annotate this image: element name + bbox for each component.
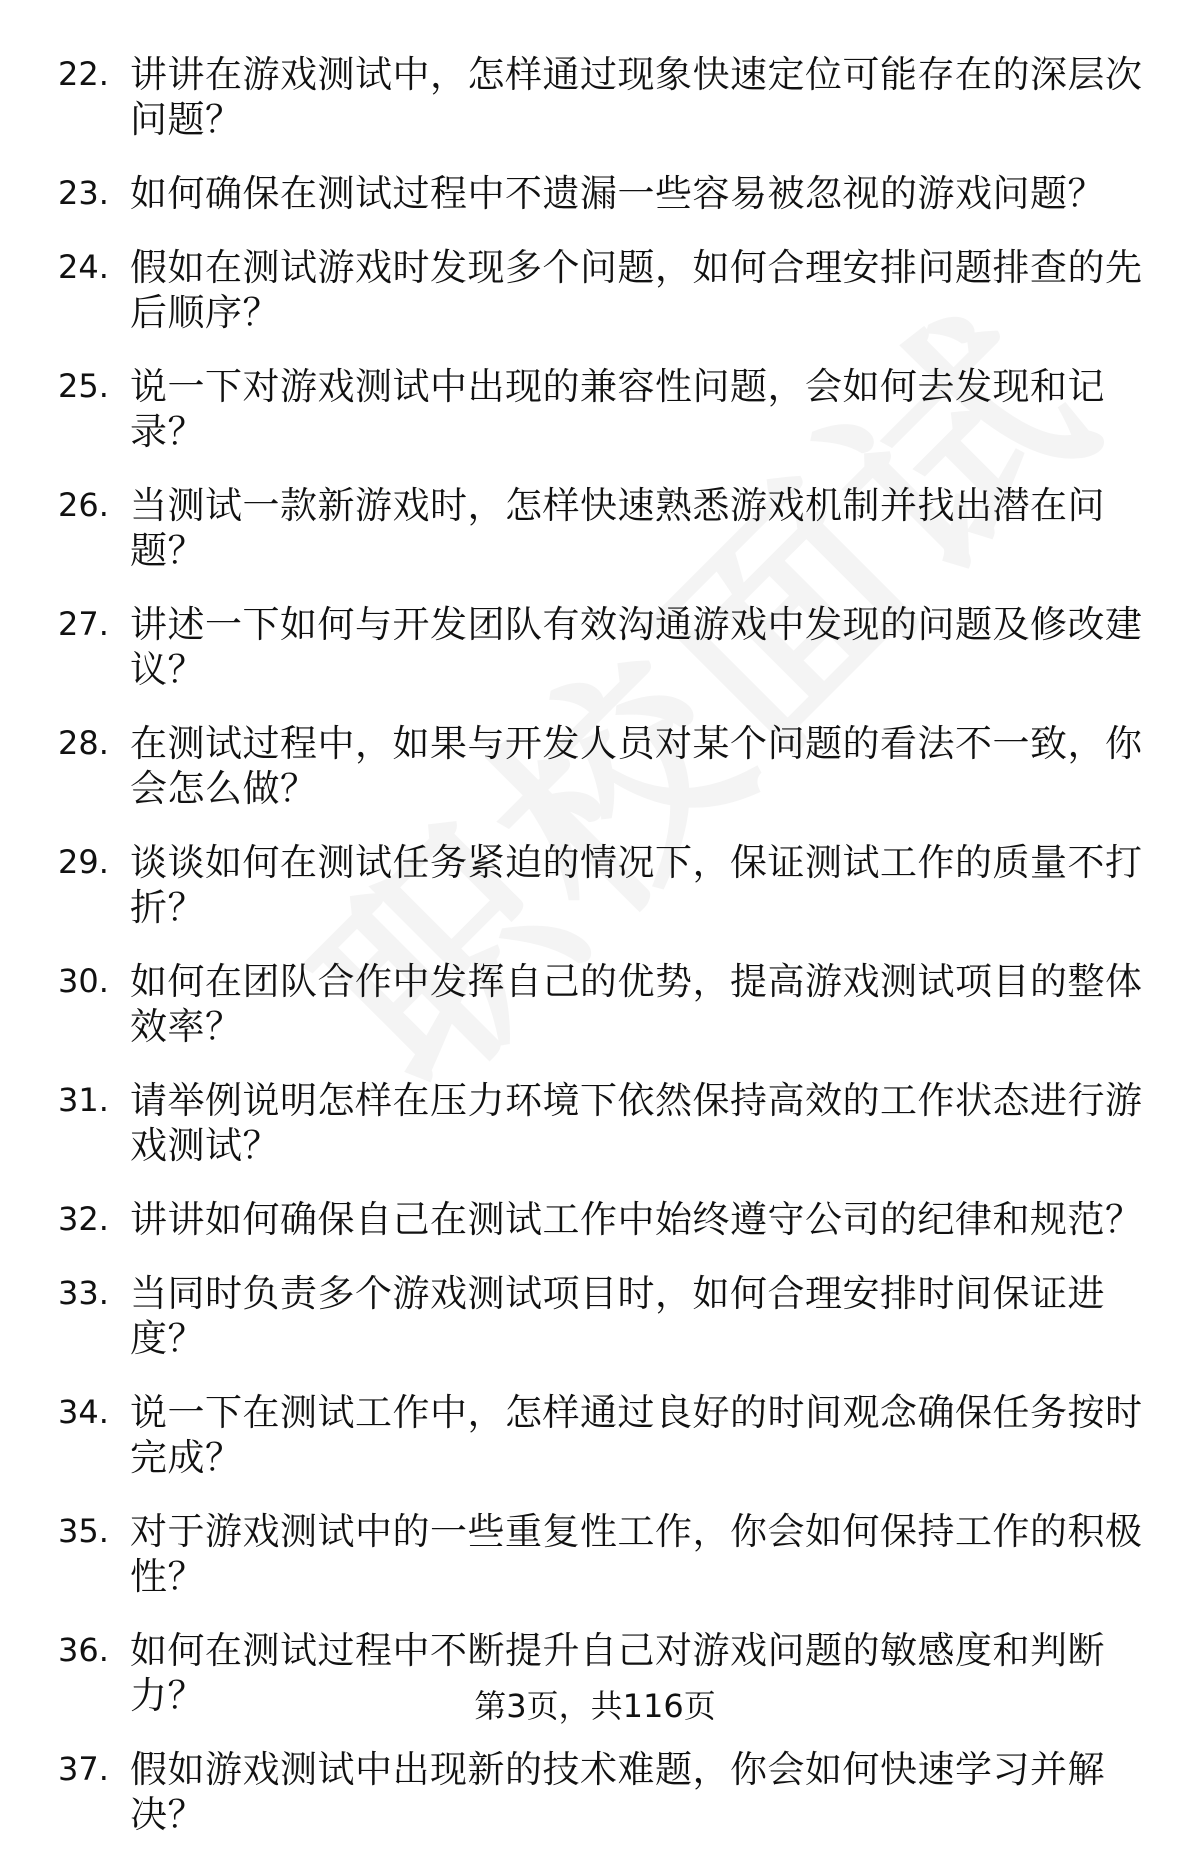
question-text: 假如游戏测试中出现新的技术难题，你会如何快速学习并解决？: [130, 1748, 1105, 1836]
question-text: 当测试一款新游戏时，怎样快速熟悉游戏机制并找出潜在问题？: [130, 484, 1105, 572]
question-text: 如何在测试过程中不断提升自己对游戏问题的敏感度和判断力？: [130, 1629, 1105, 1717]
question-number: 35.: [58, 1512, 109, 1550]
question-item: [58, 245, 1148, 335]
question-item: [58, 602, 1148, 692]
question-item: [58, 364, 1148, 454]
question-number: 36.: [58, 1631, 109, 1669]
question-item: [58, 1747, 1148, 1837]
question-item: [58, 483, 1148, 573]
question-item: [58, 840, 1148, 930]
question-number: 27.: [58, 605, 109, 643]
question-item: [58, 959, 1148, 1049]
question-text: 讲讲在游戏测试中，怎样通过现象快速定位可能存在的深层次问题？: [130, 53, 1143, 141]
question-item: [58, 1271, 1148, 1361]
question-number: 32.: [58, 1200, 109, 1238]
question-text: 讲讲如何确保自己在测试工作中始终遵守公司的纪律和规范？: [130, 1198, 1143, 1241]
question-number: 22.: [58, 55, 109, 93]
question-item: [58, 721, 1148, 811]
question-number: 30.: [58, 962, 109, 1000]
question-text: 对于游戏测试中的一些重复性工作，你会如何保持工作的积极性？: [130, 1510, 1143, 1598]
question-text: 如何确保在测试过程中不遗漏一些容易被忽视的游戏问题？: [130, 172, 1105, 215]
question-text: 当同时负责多个游戏测试项目时，如何合理安排时间保证进度？: [130, 1272, 1105, 1360]
question-text: 假如在测试游戏时发现多个问题，如何合理安排问题排查的先后顺序？: [130, 246, 1143, 334]
question-number: 34.: [58, 1393, 109, 1431]
question-number: 23.: [58, 174, 109, 212]
question-number: 33.: [58, 1274, 109, 1312]
question-text: 谈谈如何在测试任务紧迫的情况下，保证测试工作的质量不打折？: [130, 841, 1143, 929]
question-number: 24.: [58, 248, 109, 286]
question-number: 28.: [58, 724, 109, 762]
question-text: 如何在团队合作中发挥自己的优势，提高游戏测试项目的整体效率？: [130, 960, 1143, 1048]
question-list: [58, 52, 1148, 1866]
question-item: [58, 1390, 1148, 1480]
question-item: [58, 171, 1148, 216]
question-number: 31.: [58, 1081, 109, 1119]
question-text: 在测试过程中，如果与开发人员对某个问题的看法不一致，你会怎么做？: [130, 722, 1143, 810]
question-number: 37.: [58, 1750, 109, 1788]
question-item: [58, 1509, 1148, 1599]
question-text: 说一下对游戏测试中出现的兼容性问题，会如何去发现和记录？: [130, 365, 1105, 453]
question-number: 25.: [58, 367, 109, 405]
question-text: 请举例说明怎样在压力环境下依然保持高效的工作状态进行游戏测试？: [130, 1079, 1143, 1167]
question-number: 26.: [58, 486, 109, 524]
question-number: 29.: [58, 843, 109, 881]
page-number-footer: 第3页，共116页: [474, 1687, 716, 1725]
question-item: [58, 1197, 1148, 1242]
question-item: [58, 52, 1148, 142]
question-text: 讲述一下如何与开发团队有效沟通游戏中发现的问题及修改建议？: [130, 603, 1143, 691]
question-text: 说一下在测试工作中，怎样通过良好的时间观念确保任务按时完成？: [130, 1391, 1143, 1479]
question-item: [58, 1078, 1148, 1168]
